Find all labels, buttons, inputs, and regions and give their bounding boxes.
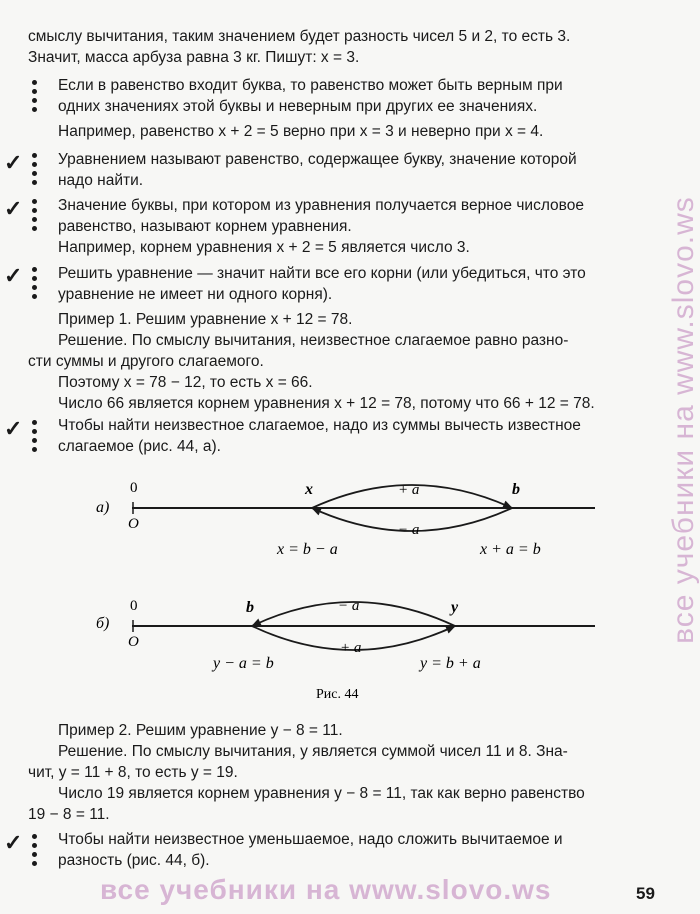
equation-label: y − a = b: [213, 655, 274, 672]
text-line: Поэтому x = 78 − 12, то есть x = 66.: [58, 374, 313, 391]
point-label: x: [305, 481, 313, 498]
example-2-solution: [28, 741, 662, 825]
example-1-solution: [28, 330, 662, 414]
text-line: Уравнением называют равенство, содержащее букву, значение которой: [58, 151, 577, 168]
check-mark-icon: ✓: [4, 196, 23, 221]
example-title: Пример 1. Решим уравнение x + 12 = 78.: [58, 311, 353, 328]
text-line: чит, y = 11 + 8, то есть y = 19.: [28, 764, 238, 781]
text-line: смыслу вычитания, таким значением будет разность чисел 5 и 2, то есть 3.: [28, 28, 571, 45]
text-paragraph: [28, 26, 662, 68]
example-1: [58, 309, 662, 330]
figure-caption: Рис. 44: [316, 687, 359, 702]
equation-label: x = b − a: [277, 541, 338, 558]
example-line: [58, 121, 662, 142]
rule-unknown-minuend: [58, 829, 662, 871]
text-line: Число 66 является корнем уравнения x + 12 = 78, потому что 66 + 12 = 78.: [58, 395, 595, 412]
text-line: Решение. По смыслу вычитания, y является суммой чисел 11 и 8. Зна-: [58, 743, 568, 760]
diagram-b: [96, 598, 595, 672]
text-line: Решить уравнение — значит найти все его корни (или убедиться, что это: [58, 265, 586, 282]
origin-label: O: [128, 516, 139, 532]
origin-label: O: [128, 634, 139, 650]
text-line: одних значениях этой буквы и неверным при других ее значениях.: [58, 98, 538, 115]
check-mark-icon: ✓: [4, 263, 23, 288]
rule-marker-dots: [32, 80, 37, 116]
point-label: y: [451, 599, 459, 616]
watermark-text: все учебники на www.slovo.ws: [667, 196, 700, 644]
zero-label: 0: [130, 598, 138, 614]
text-line: Например, равенство x + 2 = 5 верно при x = 3 и неверно при x = 4.: [58, 123, 544, 140]
arc-label: − a: [398, 522, 420, 538]
rule-marker-dots: [32, 420, 37, 456]
text-line: равенство, называют корнем уравнения.: [58, 218, 352, 235]
rule-marker-dots: [32, 834, 37, 870]
rule-marker-dots: [32, 267, 37, 303]
rule-marker-dots: [32, 199, 37, 235]
text-line: 19 − 8 = 11.: [28, 806, 110, 823]
text-line: Например, корнем уравнения x + 2 = 5 является число 3.: [58, 239, 470, 256]
diagram-label: а): [96, 499, 110, 516]
text-line: Значит, масса арбуза равна 3 кг. Пишут: x = 3.: [28, 49, 360, 66]
zero-label: 0: [130, 480, 138, 496]
equation-label: x + a = b: [480, 541, 541, 558]
rule-marker-dots: [32, 153, 37, 189]
definition-solve: [58, 263, 662, 305]
text-line: Чтобы найти неизвестное слагаемое, надо из суммы вычесть известное: [58, 417, 581, 434]
rule-unknown-addend: [58, 415, 662, 457]
check-mark-icon: ✓: [4, 150, 23, 175]
side-watermark: [664, 120, 700, 720]
point-label: b: [512, 481, 520, 498]
definition-equation: [58, 149, 662, 191]
text-line: Число 19 является корнем уравнения y − 8 = 11, так как верно равенство: [58, 785, 585, 802]
text-line: Чтобы найти неизвестное уменьшаемое, надо сложить вычитаемое и: [58, 831, 563, 848]
page-number: 59: [636, 884, 655, 903]
arc-label: − a: [338, 598, 360, 614]
text-line: надо найти.: [58, 172, 144, 189]
text-line: Решение. По смыслу вычитания, неизвестное слагаемое равно разно-: [58, 332, 569, 349]
check-mark-icon: ✓: [4, 416, 23, 441]
equation-label: y = b + a: [420, 655, 481, 672]
text-line: сти суммы и другого слагаемого.: [28, 353, 264, 370]
text-line: Значение буквы, при котором из уравнения получается верное числовое: [58, 197, 584, 214]
text-line: слагаемое (рис. 44, а).: [58, 438, 221, 455]
figure-44: [0, 470, 700, 710]
arc-label: + a: [398, 482, 420, 498]
example-title: Пример 2. Решим уравнение y − 8 = 11.: [58, 722, 343, 739]
arc-label: + a: [340, 640, 362, 656]
diagram-label: б): [96, 615, 110, 632]
check-mark-icon: ✓: [4, 830, 23, 855]
text-line: Если в равенство входит буква, то равенство может быть верным при: [58, 77, 563, 94]
text-line: разность (рис. 44, б).: [58, 852, 210, 869]
rule-paragraph: [58, 75, 662, 117]
text-line: уравнение не имеет ни одного корня).: [58, 286, 333, 303]
point-label: b: [246, 599, 254, 616]
diagram-a: [96, 480, 595, 558]
bottom-watermark: все учебники на www.slovo.ws: [100, 874, 552, 905]
example-2: [58, 720, 662, 741]
definition-root: [58, 195, 662, 258]
